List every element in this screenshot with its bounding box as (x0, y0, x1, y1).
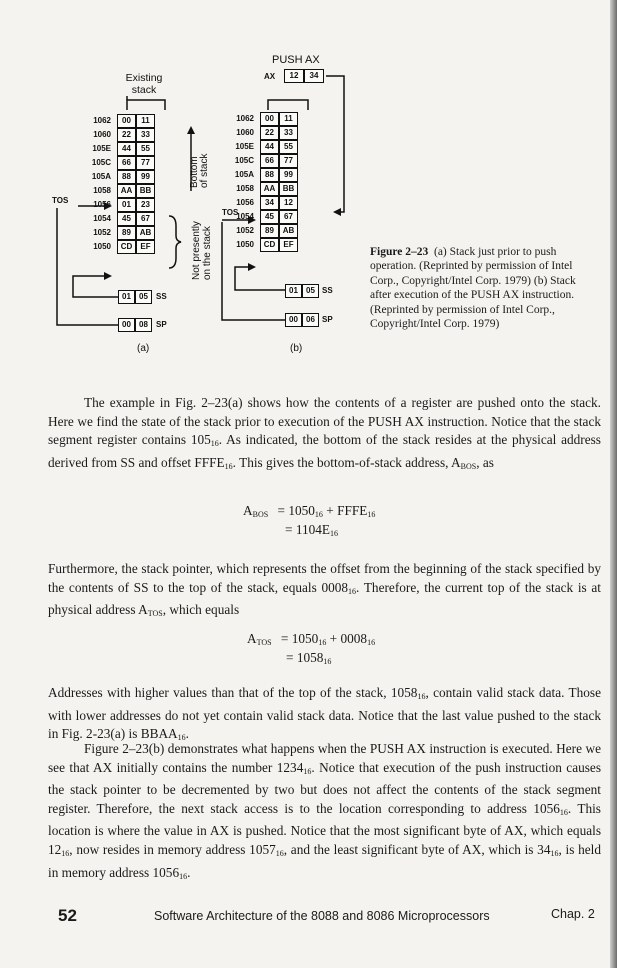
p3-part-1: 16 (417, 692, 426, 701)
tos-label-a: TOS (52, 196, 69, 205)
p4-part-11: 16 (179, 871, 188, 881)
paragraph-1 (48, 394, 601, 476)
stack-a-row-address: 105C (91, 158, 111, 167)
panel-b-title: PUSH AX (272, 54, 320, 66)
p4-part-9: 16 (550, 848, 559, 858)
stack-b-row-address: 1050 (236, 240, 254, 249)
stack-b-row-address: 105E (235, 142, 254, 151)
eq1-lhs-sub: BOS (252, 510, 269, 519)
p4-part-1: 16 (303, 766, 312, 776)
stack-b-row-high-byte: CD (260, 238, 279, 252)
sp-register-a-lo: 08 (135, 318, 152, 332)
stack-a-row-high-byte: AA (117, 184, 136, 198)
eq2-lhs-sub: TOS (256, 638, 272, 647)
not-present-label-2 (202, 226, 213, 280)
ss-register-b-lo: 05 (302, 284, 319, 298)
stack-a-row-high-byte: 00 (117, 114, 136, 128)
stack-b-row-address: 1058 (236, 184, 254, 193)
p4-part-8: , and the least significant byte of AX, which is 34 (283, 841, 551, 857)
not-present-line2: on the stack (202, 226, 213, 280)
caption-label: Figure 2–23 (370, 246, 429, 258)
stack-a-row-address: 1054 (93, 214, 111, 223)
stack-b-row-address: 1060 (236, 128, 254, 137)
stack-b-row-low-byte: 99 (279, 168, 298, 182)
stack-b-row-address: 1056 (236, 198, 254, 207)
p3-part-0: Addresses with higher values than that of the top of the stack, 1058 (48, 685, 418, 700)
stack-b-row-address: 1052 (236, 226, 254, 235)
eq1-rhs2: = 1104E (285, 522, 331, 537)
eq2-rhs1-b: + 0008 (326, 631, 368, 646)
paragraph-2 (48, 560, 601, 624)
stack-a-row-low-byte: AB (136, 226, 155, 240)
caption-text: (a) Stack just prior to push operation. (Reprinted by permission of Intel Corp., Copyright/Intel Corp. 1979) (b) Stack after execution of the PUSH AX instruction. (Reprinted by permission of Intel Corp., Copyright/Intel Corp. 1979) (370, 246, 576, 331)
sp-register-b-hi: 00 (285, 313, 302, 327)
panel-a-heading-line1: Existing (125, 72, 163, 84)
p1-part-4: . This gives the bottom-of-stack address, A (232, 454, 461, 470)
equation-abos-result (285, 522, 338, 538)
p4-part-7: 16 (275, 848, 284, 858)
p1-part-3: 16 (224, 461, 233, 471)
stack-a-row-address: 1056 (93, 200, 111, 209)
p2-part-0: Furthermore, the stack pointer, which represents the offset from the beginning of the stack specified by the contents of SS to the top of the stack, equals 0008 (48, 561, 601, 595)
sp-register-a-hi: 00 (118, 318, 135, 332)
p2-part-2: . Therefore, the current top of the stack is at physical address A (48, 579, 601, 618)
sp-label-a: SP (156, 320, 167, 329)
stack-a-row-high-byte: 66 (117, 156, 136, 170)
page-number: 52 (58, 906, 77, 925)
p1-part-6: , as (476, 454, 494, 470)
stack-b-row-low-byte: 11 (279, 112, 298, 126)
stack-b-row-low-byte: EF (279, 238, 298, 252)
p1-part-5: BOS (460, 461, 477, 471)
not-present-line1: Not presently (191, 221, 202, 280)
eq2-rhs1-sub2: 16 (367, 638, 376, 647)
stack-a-row-low-byte: 77 (136, 156, 155, 170)
eq2-rhs1-sub1: 16 (318, 638, 327, 647)
stack-b-row-high-byte: 34 (260, 196, 279, 210)
stack-b-row-high-byte: AA (260, 182, 279, 196)
stack-a-row-low-byte: 23 (136, 198, 155, 212)
stack-b-row-low-byte: BB (279, 182, 298, 196)
stack-a-row-address: 105E (92, 144, 111, 153)
p4-part-0: Figure 2–23(b) demonstrates what happens when the PUSH AX instruction is executed. Here we see that AX initially contains the number 1234 (48, 741, 601, 775)
stack-b-row-high-byte: 00 (260, 112, 279, 126)
p4-part-12: . (187, 864, 191, 880)
tos-label-b: TOS (222, 208, 239, 217)
eq1-rhs2-sub: 16 (330, 529, 339, 538)
stack-b-row-address: 1062 (236, 114, 254, 123)
stack-a-row-address: 1058 (93, 186, 111, 195)
stack-a-row-high-byte: 89 (117, 226, 136, 240)
p4-part-10: , is held in memory address 1056 (48, 841, 601, 880)
eq1-rhs1-sub2: 16 (367, 510, 376, 519)
stack-a-row-low-byte: BB (136, 184, 155, 198)
stack-b-row-low-byte: 67 (279, 210, 298, 224)
stack-b-row-low-byte: 33 (279, 126, 298, 140)
ss-register-b-hi: 01 (285, 284, 302, 298)
stack-b-row-high-byte: 66 (260, 154, 279, 168)
p4-part-5: 16 (61, 848, 70, 858)
stack-b-row-address: 105A (234, 170, 254, 179)
stack-a-row-high-byte: CD (117, 240, 136, 254)
stack-a-row-low-byte: 99 (136, 170, 155, 184)
stack-a-row-low-byte: 67 (136, 212, 155, 226)
sp-label-b: SP (322, 315, 333, 324)
ax-register-hi: 12 (284, 69, 304, 83)
stack-a-row-high-byte: 44 (117, 142, 136, 156)
p1-part-1: 16 (210, 439, 219, 449)
ax-label: AX (264, 72, 276, 81)
stack-b-row-address: 105C (234, 156, 254, 165)
eq2-rhs2-sub: 16 (323, 657, 332, 666)
panel-a-label: (a) (137, 343, 150, 354)
p2-part-1: 16 (348, 586, 357, 596)
ax-register-lo: 34 (304, 69, 324, 83)
not-present-label (191, 221, 202, 280)
paragraph-4 (48, 740, 601, 886)
stack-a-row-address: 1060 (93, 130, 111, 139)
sp-register-b-lo: 06 (302, 313, 319, 327)
paragraph-3 (48, 684, 601, 748)
ss-label-a: SS (156, 292, 167, 301)
stack-b-row-low-byte: 12 (279, 196, 298, 210)
stack-b-row-high-byte: 88 (260, 168, 279, 182)
stack-a-row-address: 105A (91, 172, 111, 181)
bottom-label-line1: Bottom (189, 156, 200, 188)
stack-a-row-high-byte: 88 (117, 170, 136, 184)
panel-a-heading-line2: stack (131, 84, 157, 96)
stack-a-row-low-byte: 11 (136, 114, 155, 128)
eq1-rhs1-b: + FFFE (322, 503, 368, 518)
bottom-label-line2: of stack (199, 153, 210, 188)
figure-caption (370, 245, 585, 331)
equation-atos-result (286, 650, 331, 666)
p1-part-0: The example in Fig. 2–23(a) shows how the contents of a register are pushed onto the stack. Here we find the state of the stack prior to execution of the PUSH AX instruction. Notice that the stack segment register contains 105 (48, 395, 601, 448)
stack-a-row-high-byte: 45 (117, 212, 136, 226)
p4-part-4: . This location is where the value in AX is pushed. Notice that the most significant byte of AX, which equals 12 (48, 800, 601, 857)
stack-b-row-low-byte: 55 (279, 140, 298, 154)
stack-a-row-low-byte: EF (136, 240, 155, 254)
p3-part-3: 16 (177, 733, 186, 743)
ss-register-a-hi: 01 (118, 290, 135, 304)
running-title: Software Architecture of the 8088 and 8086 Microprocessors (154, 909, 490, 923)
stack-a-row-address: 1062 (93, 116, 111, 125)
eq1-lhs: A (243, 503, 253, 518)
bottom-of-stack-label-2 (199, 154, 210, 188)
stack-a-row-high-byte: 22 (117, 128, 136, 142)
p2-part-3: TOS (147, 609, 163, 619)
stack-a-row-address: 1050 (93, 242, 111, 251)
panel-b-label: (b) (290, 343, 303, 354)
ss-register-a-lo: 05 (135, 290, 152, 304)
equation-atos (247, 631, 375, 647)
stack-b-row-low-byte: AB (279, 224, 298, 238)
chapter-label: Chap. 2 (551, 907, 595, 921)
stack-b-row-high-byte: 45 (260, 210, 279, 224)
eq1-rhs1-a: = 1050 (277, 503, 315, 518)
ss-label-b: SS (322, 286, 333, 295)
p1-part-2: . As indicated, the bottom of the stack resides at the physical address derived from SS and offset FFFE (48, 432, 601, 470)
eq2-rhs2: = 1058 (286, 650, 324, 665)
stack-b-row-high-byte: 89 (260, 224, 279, 238)
p4-part-2: . Notice that execution of the push instruction causes the stack pointer to be decremented by two but does not affect the contents of the stack segment register. Therefore, the next stack access is to the location corresponding to address 1056 (48, 759, 601, 816)
p4-part-3: 16 (559, 807, 568, 817)
stack-a-row-address: 1052 (93, 228, 111, 237)
stack-b-row-high-byte: 22 (260, 126, 279, 140)
stack-b-row-address: 1054 (236, 212, 254, 221)
stack-a-row-high-byte: 01 (117, 198, 136, 212)
p2-part-4: , which equals (162, 602, 240, 618)
stack-b-row-high-byte: 44 (260, 140, 279, 154)
p3-part-2: , contain valid stack data. Those with lower addresses do not yet contain valid stack data. Notice that the last value pushed to the stack in Fig. 2-23(a) is BBAA (48, 685, 602, 742)
stack-a-row-low-byte: 55 (136, 142, 155, 156)
eq1-rhs1-sub1: 16 (314, 510, 323, 519)
p4-part-6: , now resides in memory address 1057 (69, 841, 276, 857)
stack-b-row-low-byte: 77 (279, 154, 298, 168)
eq2-rhs1-a: = 1050 (280, 631, 319, 646)
eq2-lhs: A (247, 631, 257, 646)
equation-abos (243, 503, 375, 519)
stack-a-row-low-byte: 33 (136, 128, 155, 142)
panel-a-heading (113, 72, 175, 96)
p3-part-4: . (185, 726, 189, 742)
